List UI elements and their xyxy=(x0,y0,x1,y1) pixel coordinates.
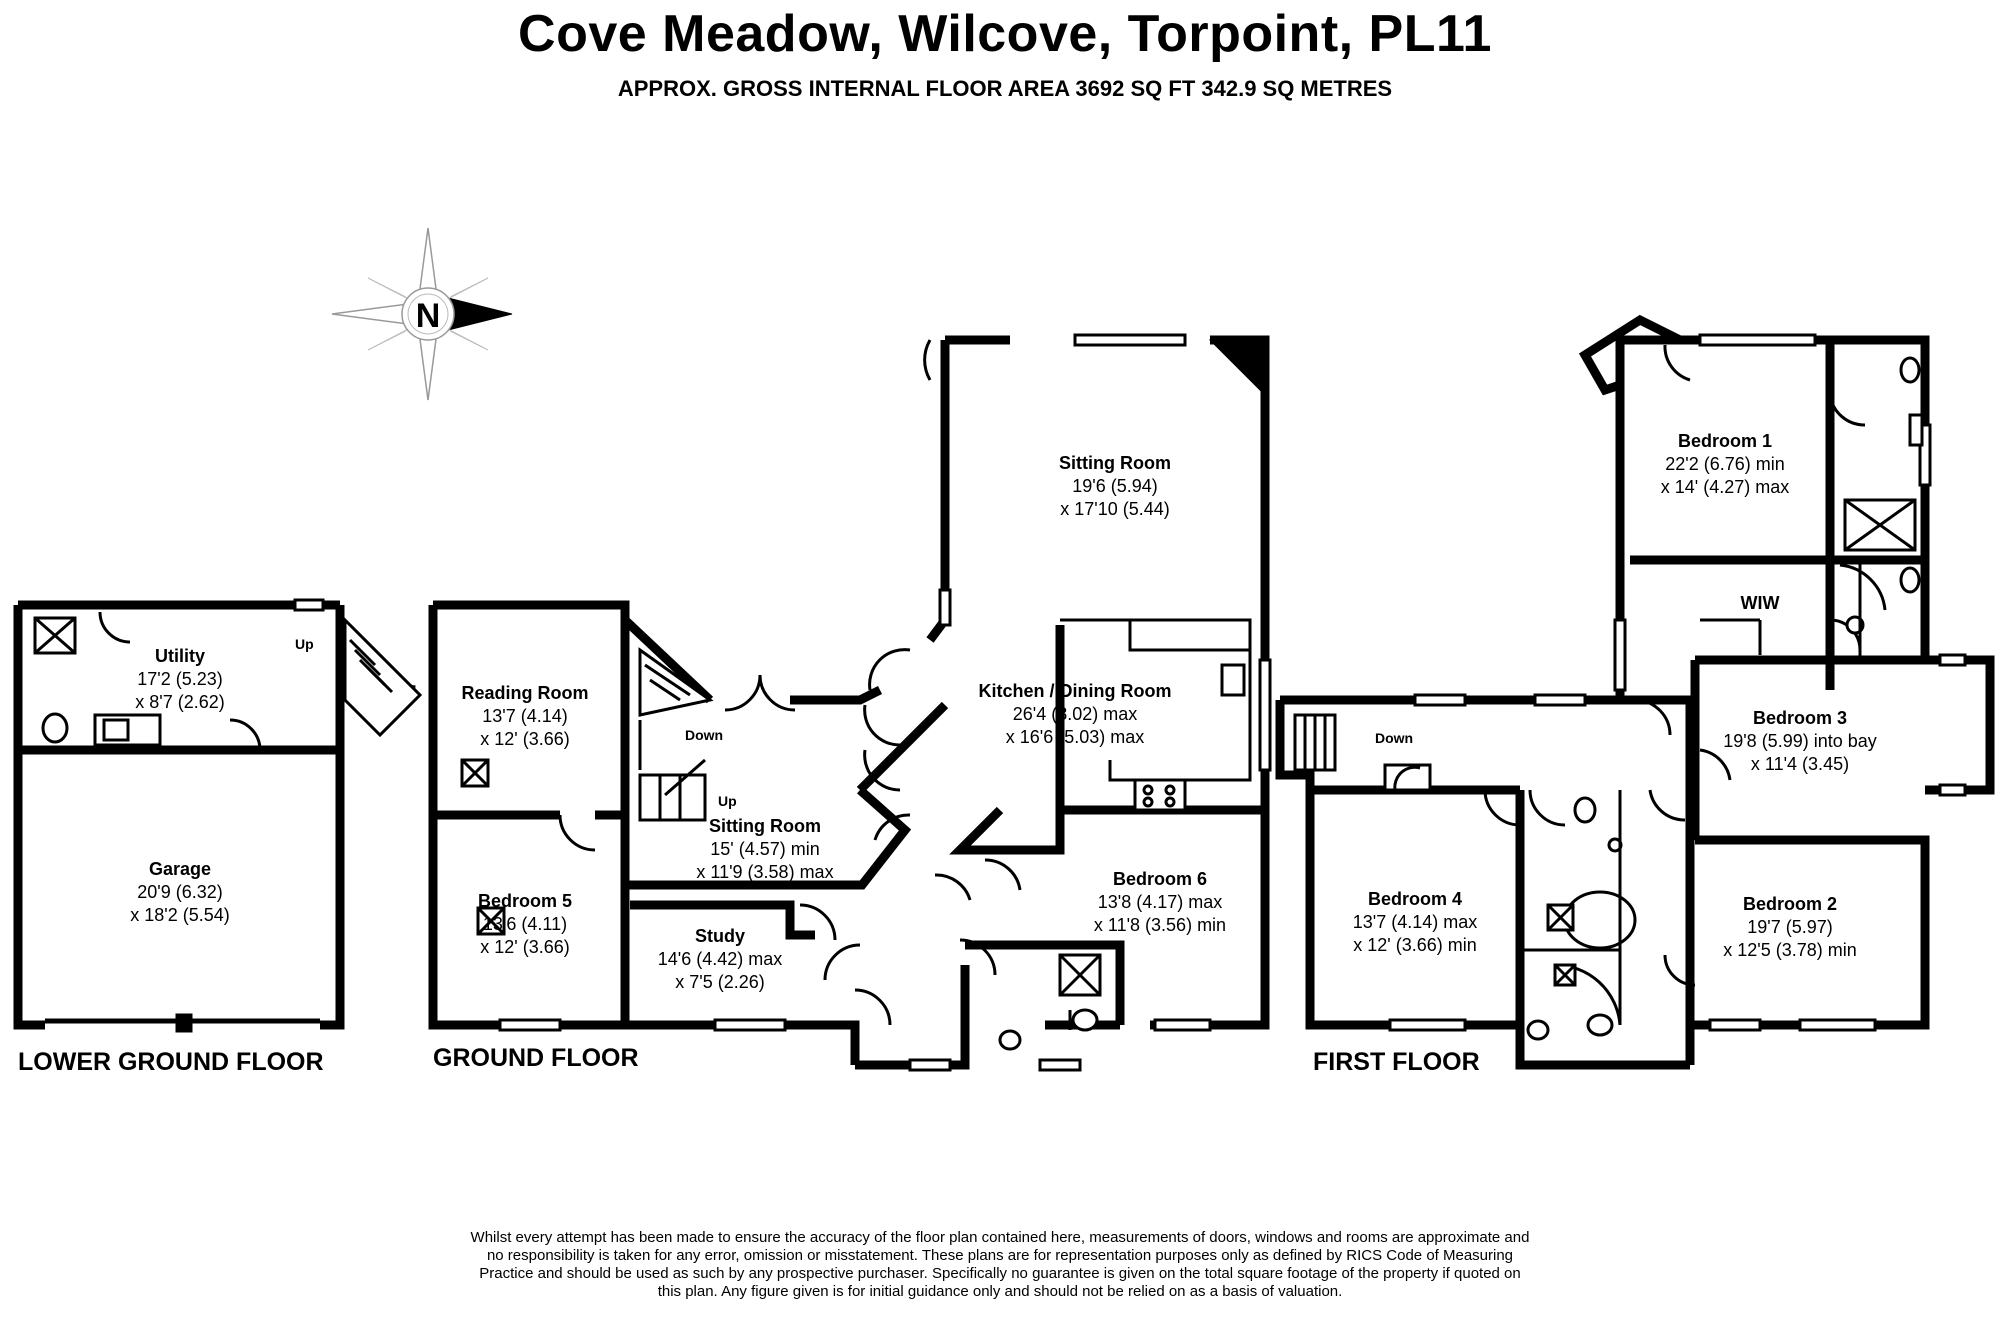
room-sitting-room-large xyxy=(1025,452,1205,521)
room-reading-room xyxy=(445,682,605,751)
room-dimension: 13'7 (4.14) xyxy=(482,706,568,726)
garage-door xyxy=(45,1016,320,1030)
room-bedroom-6 xyxy=(1070,868,1250,937)
room-wiw xyxy=(1720,592,1800,615)
room-dimension: 13'8 (4.17) max xyxy=(1097,892,1223,912)
room-name: Bedroom 6 xyxy=(1112,869,1208,889)
floor-label-ground: GROUND FLOOR xyxy=(433,1044,639,1072)
room-study xyxy=(645,925,795,994)
floor-label-lower-ground: LOWER GROUND FLOOR xyxy=(18,1048,324,1076)
disclaimer-text: Whilst every attempt has been made to ensure the accuracy of the floor plan contained here, measurements of doors, windows and rooms are approximate and no responsibility is taken for any error, omission or misstatement. These plans are for representation purposes only as defined by RICS Code of Measuring Practice and should be used as such by any prospective purchaser. Specifically no guarantee is given on the total square footage of the property if quoted on this plan. Any figure given is for initial guidance only and should not be relied on as a basis of valuation. xyxy=(470,1229,1530,1300)
room-dimension: x 12' (3.66) min xyxy=(1353,935,1477,955)
room-name: Sitting Room xyxy=(709,816,821,836)
room-dimension: x 11'4 (3.45) xyxy=(1750,754,1850,774)
room-bedroom-5 xyxy=(455,890,595,959)
room-dimension: 15' (4.57) min xyxy=(710,839,820,859)
room-dimension: x 11'9 (3.58) max xyxy=(696,862,834,882)
room-dimension: 19'8 (5.99) into bay xyxy=(1723,731,1877,751)
room-kitchen-dining xyxy=(950,680,1200,749)
room-dimension: 14'6 (4.42) max xyxy=(657,949,783,969)
room-dimension: 26'4 (8.02) max xyxy=(1012,704,1138,724)
room-name: Utility xyxy=(154,646,205,666)
room-dimension: 19'7 (5.97) xyxy=(1747,917,1833,937)
room-name: Bedroom 5 xyxy=(477,891,573,911)
compass-letter: N xyxy=(415,297,441,335)
room-name: Sitting Room xyxy=(1059,453,1171,473)
room-garage xyxy=(100,858,260,927)
room-dimension: x 11'8 (3.56) min xyxy=(1093,915,1227,935)
room-dimension: 19'6 (5.94) xyxy=(1072,476,1158,496)
room-name: Bedroom 2 xyxy=(1742,894,1838,914)
plan-title: Cove Meadow, Wilcove, Torpoint, PL11 xyxy=(518,5,1492,63)
floor-area-subtitle: APPROX. GROSS INTERNAL FLOOR AREA 3692 SQ FT 342.9 SQ METRES xyxy=(617,76,1393,101)
room-dimension: x 12' (3.66) xyxy=(480,937,570,957)
room-name: Bedroom 3 xyxy=(1752,708,1848,728)
room-sitting-room-small xyxy=(665,815,865,884)
stair-up-lower-ground: Up xyxy=(295,636,314,652)
room-dimension: x 12'5 (3.78) min xyxy=(1723,940,1857,960)
room-name: Study xyxy=(694,926,745,946)
room-name: Kitchen / Dining Room xyxy=(978,681,1172,701)
room-dimension: 22'2 (6.76) min xyxy=(1665,454,1785,474)
room-name: Reading Room xyxy=(461,683,589,703)
room-name: Bedroom 4 xyxy=(1367,889,1463,909)
room-dimension: x 18'2 (5.54) xyxy=(130,905,230,925)
room-dimension: x 14' (4.27) max xyxy=(1660,477,1790,497)
room-name: Bedroom 1 xyxy=(1677,431,1773,451)
room-name: Garage xyxy=(148,859,212,879)
room-dimension: 17'2 (5.23) xyxy=(137,669,223,689)
room-dimension: x 17'10 (5.44) xyxy=(1060,499,1170,519)
room-bedroom-2 xyxy=(1700,893,1880,962)
room-utility xyxy=(120,645,240,714)
room-bedroom-4 xyxy=(1330,888,1500,957)
room-dimension: x 7'5 (2.26) xyxy=(675,972,765,992)
stair-down-first: Down xyxy=(1375,730,1414,746)
room-bedroom-3 xyxy=(1700,707,1900,776)
corner-chimney xyxy=(1210,340,1265,395)
floor-label-first: FIRST FLOOR xyxy=(1313,1048,1480,1076)
room-dimension: 13'6 (4.11) xyxy=(482,914,568,934)
room-name: WIW xyxy=(1740,593,1780,613)
room-dimension: 20'9 (6.32) xyxy=(137,882,223,902)
stair-down-ground: Down xyxy=(685,727,724,743)
room-dimension: x 8'7 (2.62) xyxy=(135,692,225,712)
room-dimension: x 12' (3.66) xyxy=(480,729,570,749)
room-dimension: x 16'6 (5.03) max xyxy=(1005,727,1145,747)
stair-up-ground: Up xyxy=(718,793,737,809)
room-bedroom-1 xyxy=(1630,430,1820,499)
room-dimension: 13'7 (4.14) max xyxy=(1352,912,1478,932)
